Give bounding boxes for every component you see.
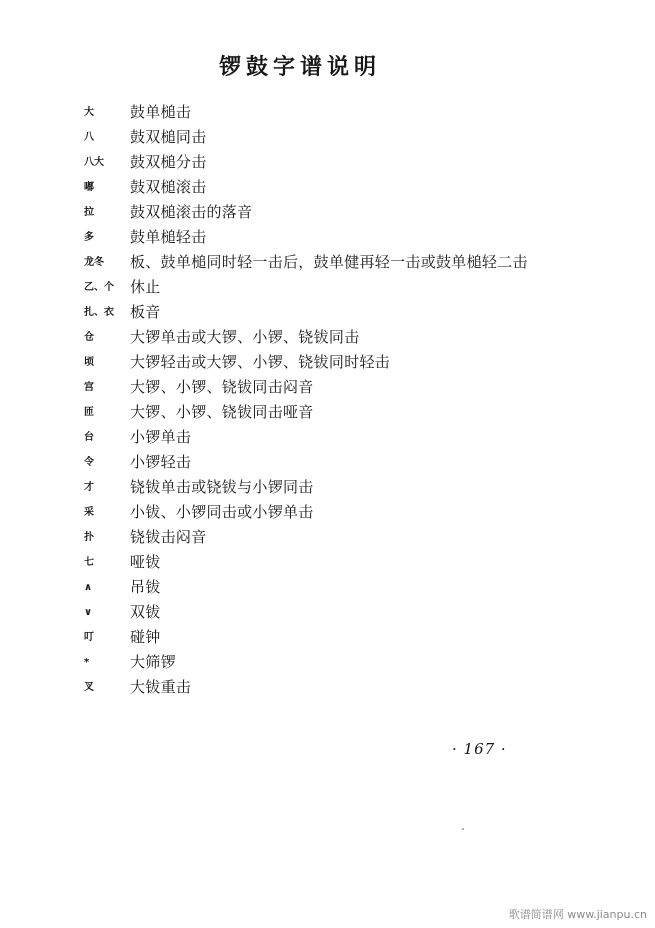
legend-row [84,550,544,575]
legend-description: 大锣、小锣、铙钹同击哑音 [130,403,314,421]
legend-description: 铙钹击闷音 [130,528,207,546]
legend-row [84,325,544,350]
legend-symbol: 仓 [84,332,94,343]
page-title: 锣鼓字谱说明 [218,55,381,80]
legend-row [84,425,544,450]
legend-row [84,375,544,400]
legend-description: 小钹、小锣同击或小锣单击 [130,503,314,521]
legend-symbol: 令 [84,457,94,468]
legend-description: 大锣单击或大锣、小锣、铙钹同击 [130,328,360,346]
legend-description: 大筛锣 [130,653,176,671]
legend-row [84,450,544,475]
legend-description: 鼓单槌轻击 [130,228,207,246]
legend-symbol: 台 [84,432,94,443]
legend-symbol: 采 [84,507,94,518]
legend-description: 小锣单击 [130,428,192,446]
legend-symbol: 顷 [84,357,94,368]
legend-description: 鼓双槌滚击 [130,178,207,196]
legend-description: 鼓双槌同击 [130,128,207,146]
legend-row [84,125,544,150]
legend-symbol: 扎、衣 [84,307,114,318]
legend-row [84,175,544,200]
legend-row [84,575,544,600]
legend-symbol: 叉 [84,682,94,693]
legend-description: 小锣轻击 [130,453,192,471]
legend-description: 大锣轻击或大锣、小锣、铙钹同时轻击 [130,353,391,371]
legend-description: 休止 [130,278,161,296]
legend-row [84,500,544,525]
legend-row [84,600,544,625]
legend-description: 吊钹 [130,578,161,596]
legend-row [84,625,544,650]
legend-row [84,300,544,325]
legend-row [84,225,544,250]
legend-symbol: ∧ [84,582,93,593]
legend-description: 鼓双槌滚击的落音 [130,203,253,221]
legend-description: 铙钹单击或铙钹与小锣同击 [130,478,314,496]
legend-list [84,100,544,700]
legend-description: 碰钟 [130,628,161,646]
legend-row [84,275,544,300]
legend-description: 板音 [130,303,161,321]
legend-symbol: 才 [84,482,94,493]
scan-speck [462,828,464,830]
legend-symbol: 龙冬 [84,257,104,268]
legend-description: 大钹重击 [130,678,192,696]
legend-description: 鼓双槌分击 [130,153,207,171]
legend-symbol: 七 [84,557,94,568]
legend-symbol: 八大 [84,157,104,168]
legend-description: 哑钹 [130,553,161,571]
page-number: · 167 · [452,740,507,758]
legend-description: 鼓单槌击 [130,103,192,121]
legend-symbol: 八 [84,132,94,143]
legend-symbol: * [84,657,90,668]
legend-row [84,350,544,375]
legend-row [84,250,544,275]
legend-description: 大锣、小锣、铙钹同击闷音 [130,378,314,396]
legend-row [84,150,544,175]
legend-symbol: 大 [84,107,94,118]
legend-symbol: 宫 [84,382,94,393]
legend-symbol: 匝 [84,407,94,418]
legend-symbol: 叮 [84,632,94,643]
legend-row [84,475,544,500]
legend-row [84,200,544,225]
legend-row [84,525,544,550]
legend-row [84,400,544,425]
legend-description: 板、鼓单槌同时轻一击后，鼓单健再轻一击或鼓单槌轻二击 [130,253,528,271]
legend-row [84,675,544,700]
legend-row [84,650,544,675]
legend-symbol: 扑 [84,532,94,543]
legend-description: 双钹 [130,603,161,621]
legend-symbol: 乙、个 [84,282,114,293]
legend-symbol: 嘟 [84,182,94,193]
legend-symbol: 拉 [84,207,94,218]
watermark: 歌谱简谱网 www.jianpu.cn [508,908,647,921]
legend-row [84,100,544,125]
legend-symbol: 多 [84,232,94,243]
legend-symbol: ∨ [84,607,93,618]
